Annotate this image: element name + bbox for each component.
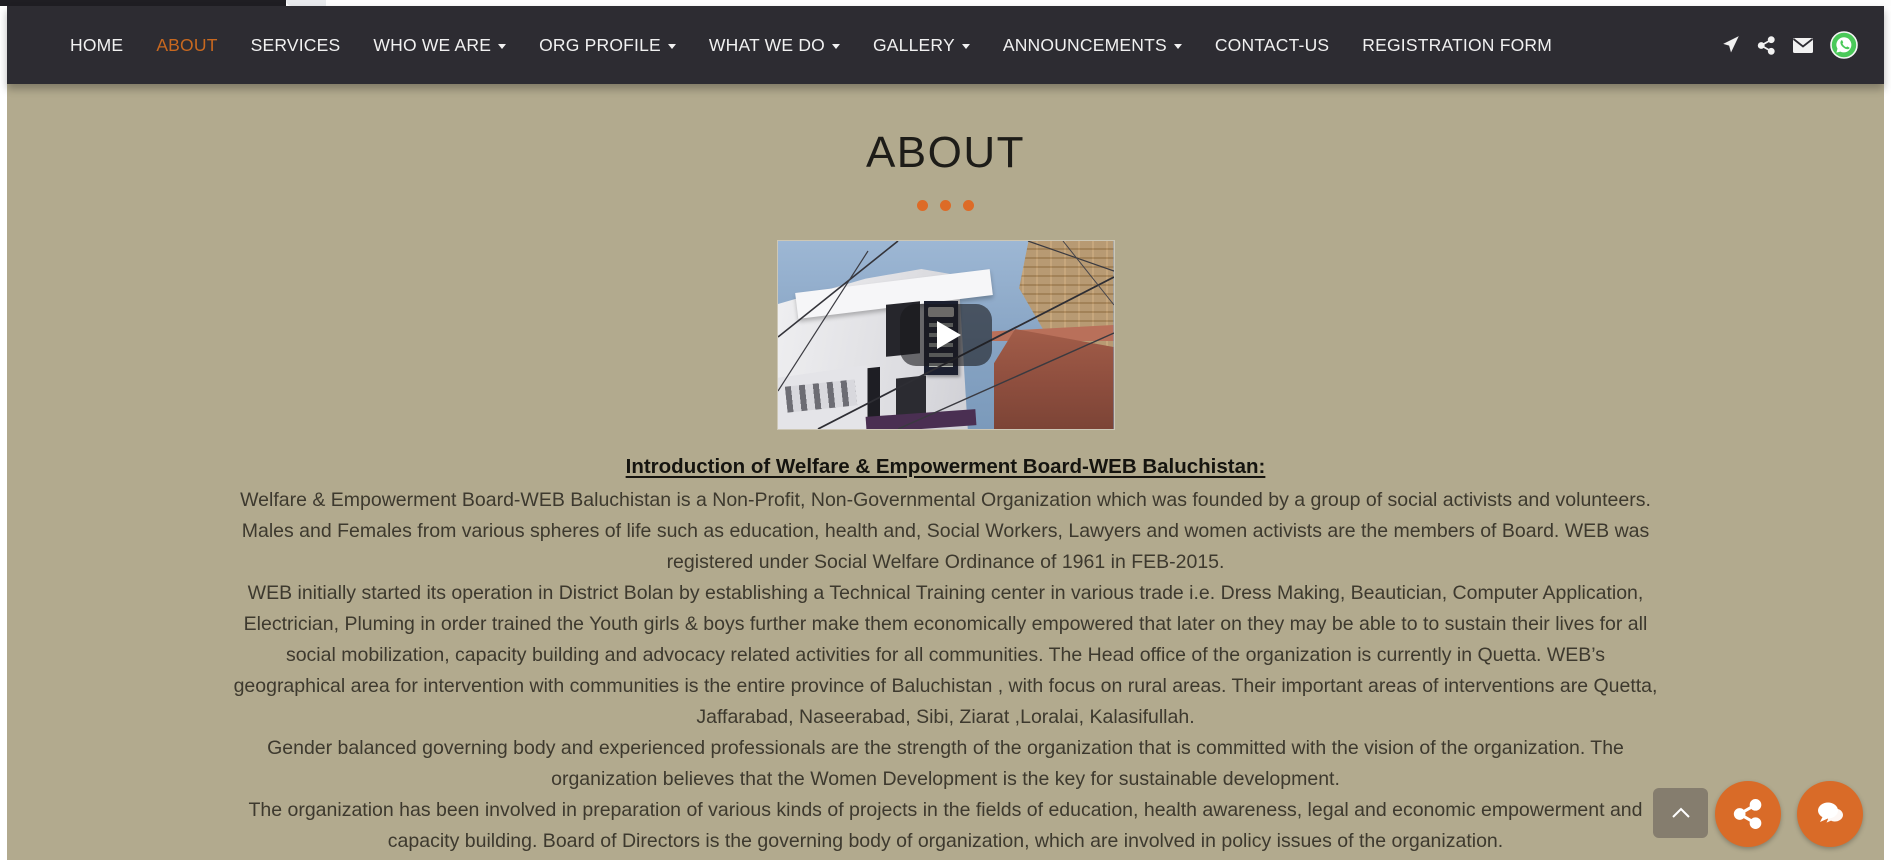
chat-bubbles-icon [1813, 799, 1847, 829]
nav-item-registration-form[interactable] [1362, 35, 1552, 56]
nav-label: ANNOUNCEMENTS [1002, 34, 1167, 55]
play-icon [937, 321, 961, 349]
email-icon[interactable] [1792, 37, 1814, 54]
nav-item-contact-us[interactable] [1215, 35, 1329, 56]
about-paragraph: Welfare & Empowerment Board-WEB Baluchistan is a Non-Profit, Non-Governmental Organization which was founded by a group of social activists and volunteers. Males and Females from various spheres of life such as education, health and, Social Workers, Lawyers and women activists are the members of Board. WEB was registered under Social Welfare Ordinance of 1961 in FEB-2015. [240, 489, 1651, 573]
share-icon[interactable] [1757, 36, 1776, 55]
divider-dot [917, 200, 928, 211]
scroll-to-top-button[interactable] [1653, 788, 1708, 838]
nav-item-gallery[interactable] [873, 35, 970, 56]
nav-label: HOME [70, 34, 124, 55]
main-navbar [7, 6, 1884, 84]
nav-label: ABOUT [156, 34, 218, 55]
chevron-down-icon [498, 44, 506, 49]
nav-item-about[interactable] [156, 35, 217, 56]
nav-label: SERVICES [250, 34, 341, 55]
nav-item-what-we-do[interactable] [709, 35, 840, 56]
chevron-down-icon [832, 44, 840, 49]
about-paragraph: Gender balanced governing body and experienced professionals are the strength of the organization that is committed with the vision of the organization. The organization believes that the Women Development is the key for sustainable development. [267, 737, 1624, 790]
nav-item-org-profile[interactable] [539, 35, 676, 56]
chevron-up-icon [1670, 806, 1692, 820]
about-paragraph: WEB initially started its operation in District Bolan by establishing a Technical Training center in various trade i.e. Dress Making, Beautician, Computer Application, Electrician, Pluming in order trained the Youth girls & boys further make them economically empowered that later on they may be able to to sustain their lives for all social mobilization, capacity building and advocacy related activities for all communities. The Head office of the organization is currently in Quetta. WEB’s geographical area for intervention with communities is the entire province of Baluchistan , with focus on rural areas. Their important areas of interventions are Quetta, Jaffarabad, Naseerabad, Sibi, Ziarat ,Loralai, Kalasifullah. [233, 582, 1658, 728]
about-page-content [7, 128, 1884, 857]
about-paragraph: The organization has been involved in preparation of various kinds of projects in the fields of education, health awareness, legal and economic empowerment and capacity building. Board of Directors is the governing body of organization, which are involved in policy issues of the organization. [248, 799, 1643, 852]
nav-label: WHO WE ARE [373, 34, 492, 55]
chevron-down-icon [1174, 44, 1182, 49]
whatsapp-icon[interactable] [1830, 31, 1858, 59]
play-button[interactable] [900, 304, 992, 366]
send-icon[interactable] [1721, 35, 1741, 55]
nav-item-services[interactable] [251, 35, 341, 56]
nav-menu [70, 35, 1552, 56]
nav-label: WHAT WE DO [708, 34, 825, 55]
floating-share-button[interactable] [1715, 781, 1781, 847]
webpage [7, 6, 1884, 860]
divider-dot [940, 200, 951, 211]
chevron-down-icon [668, 44, 676, 49]
nav-label: CONTACT-US [1214, 34, 1330, 55]
nav-label: REGISTRATION FORM [1362, 34, 1553, 55]
nav-icon-group [1721, 31, 1858, 59]
nav-item-announcements[interactable] [1003, 35, 1182, 56]
floating-chat-button[interactable] [1797, 781, 1863, 847]
page-title: ABOUT [865, 128, 1026, 177]
chevron-down-icon [962, 44, 970, 49]
about-text [234, 485, 1658, 857]
nav-label: GALLERY [873, 34, 955, 55]
nav-item-who-we-are[interactable] [373, 35, 506, 56]
divider-dot [963, 200, 974, 211]
nav-label: ORG PROFILE [539, 34, 661, 55]
title-divider-dots [7, 200, 1884, 211]
intro-heading: Introduction of Welfare & Empowerment Board-WEB Baluchistan: [625, 455, 1266, 478]
intro-video-player[interactable] [778, 241, 1114, 429]
nav-item-home[interactable] [70, 35, 123, 56]
share-icon [1733, 799, 1763, 829]
